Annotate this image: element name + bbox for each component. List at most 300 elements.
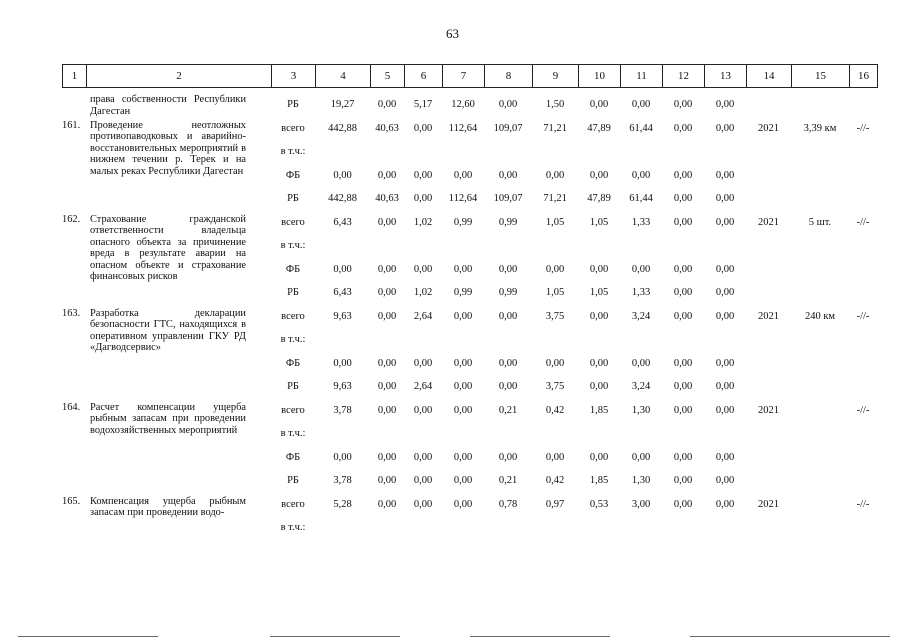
measure-name: Расчет компенсации ущерба рыбным запасам при проведении водохозяйственных мероприятий bbox=[90, 401, 246, 436]
value-cell bbox=[620, 328, 662, 352]
funding-source-label: в т.ч.: bbox=[280, 522, 306, 534]
extra-cell-c15 bbox=[791, 328, 849, 352]
value-cell bbox=[404, 234, 442, 258]
value-cell: 0,00 bbox=[673, 99, 693, 111]
value-cell bbox=[315, 140, 370, 164]
value-cell bbox=[315, 422, 370, 446]
extra-cell-c14 bbox=[746, 516, 791, 540]
value-cell: 0,99 bbox=[453, 287, 473, 299]
value-cell: 0,00 bbox=[673, 169, 693, 181]
value-cell bbox=[662, 422, 704, 446]
value-cell: 0,00 bbox=[673, 498, 693, 510]
value-cell: 6,43 bbox=[333, 216, 352, 228]
extra-cell-c14: 2021 bbox=[758, 310, 779, 322]
extra-cell-c14 bbox=[746, 234, 791, 258]
extra-cell-c16 bbox=[849, 93, 877, 117]
value-cell bbox=[578, 234, 620, 258]
header-col-6: 6 bbox=[405, 65, 443, 88]
extra-cell-c16 bbox=[849, 164, 877, 188]
value-cell: 12,60 bbox=[451, 99, 475, 111]
extra-cell-c15 bbox=[791, 399, 849, 423]
extra-cell-c14: 2021 bbox=[758, 498, 779, 510]
extra-cell-c16 bbox=[849, 187, 877, 211]
header-col-7: 7 bbox=[443, 65, 485, 88]
value-cell: 0,00 bbox=[498, 99, 518, 111]
value-cell: 0,00 bbox=[413, 122, 433, 134]
value-cell: 0,00 bbox=[333, 263, 352, 275]
value-cell: 5,17 bbox=[413, 99, 433, 111]
value-cell: 0,00 bbox=[377, 381, 397, 393]
value-cell: 2,64 bbox=[413, 310, 433, 322]
value-cell: 0,00 bbox=[453, 263, 473, 275]
value-cell: 3,24 bbox=[631, 310, 651, 322]
value-cell: 0,00 bbox=[413, 404, 433, 416]
value-cell bbox=[578, 516, 620, 540]
funding-source-label: в т.ч.: bbox=[280, 240, 306, 252]
extra-cell-c15 bbox=[791, 234, 849, 258]
value-cell bbox=[620, 140, 662, 164]
extra-cell-c16: -//- bbox=[856, 310, 870, 322]
value-cell bbox=[370, 140, 404, 164]
extra-cell-c14 bbox=[746, 469, 791, 493]
extra-cell-c16 bbox=[849, 328, 877, 352]
value-cell bbox=[704, 422, 746, 446]
value-cell bbox=[442, 328, 484, 352]
value-cell: 0,00 bbox=[377, 216, 397, 228]
value-cell: 0,00 bbox=[377, 310, 397, 322]
measure-name: Компенсация ущерба рыбным запасам при проведении водо- bbox=[90, 495, 246, 519]
extra-cell-c15 bbox=[791, 281, 849, 305]
measure-name-cell bbox=[62, 211, 271, 305]
value-cell: 0,00 bbox=[333, 169, 352, 181]
value-cell: 0,00 bbox=[545, 451, 565, 463]
row-number: 164. bbox=[62, 401, 81, 413]
measure-name-cell bbox=[62, 399, 271, 493]
funding-source-label: в т.ч.: bbox=[280, 146, 306, 158]
funding-source-label: РБ bbox=[287, 287, 299, 299]
extra-cell-c15 bbox=[791, 93, 849, 117]
value-cell bbox=[662, 328, 704, 352]
value-cell: 0,00 bbox=[589, 169, 609, 181]
value-cell: 0,00 bbox=[377, 451, 397, 463]
value-cell: 0,00 bbox=[673, 287, 693, 299]
extra-cell-c16 bbox=[849, 140, 877, 164]
value-cell: 0,00 bbox=[673, 404, 693, 416]
value-cell: 1,30 bbox=[631, 404, 651, 416]
value-cell: 0,00 bbox=[453, 404, 473, 416]
table-row bbox=[62, 93, 877, 117]
measure-name: Страхование гражданской ответственности владельца опасного объекта за причинение вреда в результате аварии на опасном объекте и страхование финансовых рисков bbox=[90, 213, 246, 283]
value-cell: 0,00 bbox=[715, 381, 735, 393]
funding-source-label: ФБ bbox=[285, 169, 301, 181]
measure-name-cell bbox=[62, 93, 271, 117]
extra-cell-c14 bbox=[746, 281, 791, 305]
extra-cell-c15 bbox=[791, 469, 849, 493]
value-cell: 0,00 bbox=[673, 216, 693, 228]
value-cell: 3,75 bbox=[545, 310, 565, 322]
value-cell bbox=[704, 234, 746, 258]
value-cell: 0,00 bbox=[377, 357, 397, 369]
value-cell: 3,75 bbox=[545, 381, 565, 393]
funding-source-label: РБ bbox=[287, 99, 299, 111]
extra-cell-c15 bbox=[791, 187, 849, 211]
extra-cell-c15: 240 км bbox=[804, 310, 836, 322]
funding-source-label: всего bbox=[281, 122, 305, 134]
value-cell: 0,00 bbox=[377, 404, 397, 416]
value-cell: 1,05 bbox=[589, 287, 609, 299]
value-cell: 0,00 bbox=[498, 357, 518, 369]
value-cell: 0,00 bbox=[631, 99, 651, 111]
value-cell: 47,89 bbox=[587, 122, 611, 134]
value-cell bbox=[404, 422, 442, 446]
value-cell: 0,00 bbox=[413, 498, 433, 510]
header-col-3: 3 bbox=[272, 65, 316, 88]
header-col-13: 13 bbox=[705, 65, 747, 88]
value-cell: 1,50 bbox=[545, 99, 565, 111]
funding-source-label: РБ bbox=[287, 193, 299, 205]
value-cell: 0,00 bbox=[715, 451, 735, 463]
extra-cell-c16 bbox=[849, 516, 877, 540]
value-cell: 0,00 bbox=[673, 310, 693, 322]
funding-source-label: всего bbox=[281, 310, 305, 322]
value-cell: 1,05 bbox=[545, 216, 565, 228]
header-col-4: 4 bbox=[316, 65, 371, 88]
value-cell: 0,00 bbox=[673, 357, 693, 369]
row-number: 165. bbox=[62, 495, 81, 507]
value-cell: 1,02 bbox=[413, 287, 433, 299]
value-cell bbox=[442, 516, 484, 540]
value-cell: 0,00 bbox=[545, 169, 565, 181]
measure-name-cell bbox=[62, 493, 271, 540]
extra-cell-c15 bbox=[791, 140, 849, 164]
value-cell: 0,00 bbox=[333, 451, 352, 463]
value-cell: 0,00 bbox=[453, 451, 473, 463]
value-cell: 0,00 bbox=[453, 498, 473, 510]
value-cell bbox=[532, 516, 578, 540]
value-cell: 0,99 bbox=[498, 216, 518, 228]
table-row bbox=[62, 305, 877, 329]
extra-cell-c14 bbox=[746, 422, 791, 446]
value-cell: 1,85 bbox=[589, 404, 609, 416]
extra-cell-c14 bbox=[746, 258, 791, 282]
extra-cell-c14 bbox=[746, 446, 791, 470]
value-cell: 61,44 bbox=[629, 122, 653, 134]
value-cell: 61,44 bbox=[629, 193, 653, 205]
extra-cell-c14 bbox=[746, 140, 791, 164]
value-cell: 9,63 bbox=[333, 310, 352, 322]
extra-cell-c14: 2021 bbox=[758, 216, 779, 228]
extra-cell-c16 bbox=[849, 352, 877, 376]
extra-cell-c15 bbox=[791, 446, 849, 470]
value-cell bbox=[662, 234, 704, 258]
extra-cell-c15 bbox=[791, 516, 849, 540]
value-cell bbox=[484, 234, 532, 258]
value-cell bbox=[662, 516, 704, 540]
value-cell bbox=[370, 234, 404, 258]
measure-name-cell bbox=[62, 117, 271, 211]
header-col-15: 15 bbox=[792, 65, 850, 88]
table-row bbox=[62, 211, 877, 235]
header-col-1: 1 bbox=[63, 65, 87, 88]
table-header bbox=[62, 64, 878, 88]
extra-cell-c14: 2021 bbox=[758, 404, 779, 416]
value-cell: 0,00 bbox=[673, 475, 693, 487]
value-cell: 0,21 bbox=[498, 404, 518, 416]
value-cell bbox=[578, 422, 620, 446]
value-cell: 0,00 bbox=[498, 310, 518, 322]
value-cell bbox=[484, 422, 532, 446]
value-cell bbox=[442, 234, 484, 258]
value-cell bbox=[315, 234, 370, 258]
value-cell: 0,00 bbox=[589, 451, 609, 463]
value-cell bbox=[532, 140, 578, 164]
value-cell bbox=[578, 328, 620, 352]
value-cell: 442,88 bbox=[328, 122, 357, 134]
value-cell: 109,07 bbox=[493, 193, 523, 205]
value-cell bbox=[442, 140, 484, 164]
measure-name: Проведение неотложных противопаводковых и аварийно-восстановительных мероприятий в нижнем течении р. Терек и на малых реках Республики Дагестан bbox=[90, 119, 246, 177]
value-cell: 0,78 bbox=[498, 498, 518, 510]
value-cell: 0,00 bbox=[413, 451, 433, 463]
row-number: 161. bbox=[62, 119, 81, 131]
extra-cell-c14 bbox=[746, 93, 791, 117]
value-cell: 0,00 bbox=[377, 169, 397, 181]
extra-cell-c14 bbox=[746, 187, 791, 211]
value-cell: 71,21 bbox=[543, 193, 567, 205]
value-cell: 109,07 bbox=[493, 122, 523, 134]
bottom-rule-right bbox=[690, 636, 890, 637]
value-cell: 0,99 bbox=[498, 287, 518, 299]
extra-cell-c16 bbox=[849, 258, 877, 282]
value-cell: 40,63 bbox=[375, 122, 399, 134]
value-cell: 442,88 bbox=[328, 193, 357, 205]
value-cell: 0,00 bbox=[377, 263, 397, 275]
value-cell: 1,02 bbox=[413, 216, 433, 228]
value-cell: 0,21 bbox=[498, 475, 518, 487]
value-cell: 0,00 bbox=[631, 169, 651, 181]
value-cell: 0,00 bbox=[377, 99, 397, 111]
header-col-2: 2 bbox=[87, 65, 272, 88]
extra-cell-c15: 5 шт. bbox=[808, 216, 832, 228]
funding-source-label: РБ bbox=[287, 381, 299, 393]
value-cell bbox=[315, 516, 370, 540]
value-cell: 0,00 bbox=[715, 122, 735, 134]
value-cell: 0,00 bbox=[453, 475, 473, 487]
value-cell bbox=[442, 422, 484, 446]
value-cell bbox=[404, 328, 442, 352]
funding-source-label: в т.ч.: bbox=[280, 334, 306, 346]
value-cell: 0,42 bbox=[545, 404, 565, 416]
funding-source-label: в т.ч.: bbox=[280, 428, 306, 440]
header-col-5: 5 bbox=[371, 65, 405, 88]
extra-cell-c15: 3,39 км bbox=[803, 122, 837, 134]
extra-cell-c15 bbox=[791, 352, 849, 376]
value-cell: 0,00 bbox=[715, 404, 735, 416]
extra-cell-c15 bbox=[791, 375, 849, 399]
value-cell: 1,33 bbox=[631, 216, 651, 228]
value-cell bbox=[484, 516, 532, 540]
extra-cell-c16: -//- bbox=[856, 122, 870, 134]
table-row bbox=[62, 493, 877, 517]
value-cell: 0,00 bbox=[673, 122, 693, 134]
page-number: 63 bbox=[446, 26, 459, 41]
value-cell: 0,00 bbox=[333, 357, 352, 369]
extra-cell-c16 bbox=[849, 469, 877, 493]
value-cell bbox=[620, 516, 662, 540]
value-cell bbox=[484, 328, 532, 352]
extra-cell-c16 bbox=[849, 281, 877, 305]
data-table bbox=[62, 93, 877, 540]
measure-name: Разработка декларации безопасности ГТС, находящихся в оперативном управлении ГКУ РД «Дагводсервис» bbox=[90, 307, 246, 354]
value-cell: 47,89 bbox=[587, 193, 611, 205]
value-cell: 0,53 bbox=[589, 498, 609, 510]
extra-cell-c15 bbox=[791, 258, 849, 282]
value-cell bbox=[370, 516, 404, 540]
value-cell: 0,00 bbox=[498, 381, 518, 393]
value-cell: 40,63 bbox=[375, 193, 399, 205]
measure-name-cell bbox=[62, 305, 271, 399]
value-cell bbox=[704, 328, 746, 352]
value-cell: 0,97 bbox=[545, 498, 565, 510]
funding-source-label: ФБ bbox=[285, 357, 301, 369]
extra-cell-c14 bbox=[746, 375, 791, 399]
value-cell: 9,63 bbox=[333, 381, 352, 393]
value-cell: 6,43 bbox=[333, 287, 352, 299]
value-cell bbox=[484, 140, 532, 164]
bottom-rule-mid bbox=[270, 636, 400, 637]
measure-name: права собственности Республики Дагестан bbox=[90, 94, 246, 117]
value-cell: 3,78 bbox=[333, 404, 352, 416]
value-cell bbox=[532, 422, 578, 446]
value-cell bbox=[404, 140, 442, 164]
extra-cell-c14 bbox=[746, 164, 791, 188]
value-cell bbox=[620, 234, 662, 258]
value-cell: 1,05 bbox=[545, 287, 565, 299]
value-cell bbox=[315, 328, 370, 352]
funding-source-label: всего bbox=[281, 404, 305, 416]
value-cell: 0,00 bbox=[453, 381, 473, 393]
value-cell: 1,30 bbox=[631, 475, 651, 487]
value-cell: 0,99 bbox=[453, 216, 473, 228]
value-cell bbox=[532, 328, 578, 352]
value-cell bbox=[704, 140, 746, 164]
value-cell: 0,00 bbox=[377, 498, 397, 510]
extra-cell-c15 bbox=[791, 164, 849, 188]
header-col-11: 11 bbox=[621, 65, 663, 88]
value-cell: 0,00 bbox=[413, 169, 433, 181]
value-cell: 0,00 bbox=[545, 263, 565, 275]
value-cell bbox=[662, 140, 704, 164]
bottom-rule-left bbox=[18, 636, 158, 637]
funding-source-label: ФБ bbox=[285, 451, 301, 463]
value-cell: 0,00 bbox=[673, 263, 693, 275]
funding-source-label: РБ bbox=[287, 475, 299, 487]
value-cell: 0,00 bbox=[498, 451, 518, 463]
extra-cell-c16: -//- bbox=[856, 216, 870, 228]
value-cell: 1,05 bbox=[589, 216, 609, 228]
extra-cell-c16 bbox=[849, 375, 877, 399]
value-cell: 0,00 bbox=[453, 169, 473, 181]
value-cell: 0,00 bbox=[715, 99, 735, 111]
value-cell: 0,00 bbox=[715, 475, 735, 487]
value-cell: 0,00 bbox=[377, 475, 397, 487]
funding-source-label: всего bbox=[281, 216, 305, 228]
value-cell: 0,00 bbox=[715, 216, 735, 228]
value-cell: 0,00 bbox=[413, 263, 433, 275]
value-cell: 0,00 bbox=[673, 451, 693, 463]
value-cell: 0,00 bbox=[673, 193, 693, 205]
header-col-8: 8 bbox=[485, 65, 533, 88]
value-cell: 0,00 bbox=[413, 193, 433, 205]
value-cell: 71,21 bbox=[543, 122, 567, 134]
value-cell: 2,64 bbox=[413, 381, 433, 393]
value-cell: 3,78 bbox=[333, 475, 352, 487]
value-cell: 0,00 bbox=[545, 357, 565, 369]
value-cell bbox=[370, 422, 404, 446]
extra-cell-c16 bbox=[849, 422, 877, 446]
value-cell: 1,85 bbox=[589, 475, 609, 487]
value-cell: 3,24 bbox=[631, 381, 651, 393]
value-cell: 0,00 bbox=[631, 263, 651, 275]
value-cell: 0,00 bbox=[498, 263, 518, 275]
value-cell: 0,00 bbox=[377, 287, 397, 299]
value-cell: 112,64 bbox=[448, 193, 478, 205]
value-cell: 0,00 bbox=[453, 310, 473, 322]
header-col-16: 16 bbox=[850, 65, 878, 88]
value-cell: 0,00 bbox=[589, 263, 609, 275]
table-row bbox=[62, 399, 877, 423]
table-row bbox=[62, 117, 877, 141]
value-cell: 3,00 bbox=[631, 498, 651, 510]
value-cell: 0,00 bbox=[715, 310, 735, 322]
row-number: 163. bbox=[62, 307, 81, 319]
value-cell bbox=[370, 328, 404, 352]
value-cell: 0,00 bbox=[631, 357, 651, 369]
value-cell: 19,27 bbox=[330, 99, 355, 111]
funding-source-label: всего bbox=[281, 498, 305, 510]
value-cell: 0,00 bbox=[413, 357, 433, 369]
value-cell: 112,64 bbox=[448, 122, 478, 134]
value-cell: 0,00 bbox=[589, 381, 609, 393]
header-col-14: 14 bbox=[747, 65, 792, 88]
extra-cell-c14: 2021 bbox=[758, 122, 779, 134]
value-cell: 0,00 bbox=[631, 451, 651, 463]
value-cell bbox=[404, 516, 442, 540]
value-cell: 0,00 bbox=[715, 193, 735, 205]
row-number: 162. bbox=[62, 213, 81, 225]
header-col-9: 9 bbox=[533, 65, 579, 88]
value-cell: 0,00 bbox=[715, 287, 735, 299]
value-cell bbox=[578, 140, 620, 164]
value-cell: 1,33 bbox=[631, 287, 651, 299]
value-cell: 0,00 bbox=[498, 169, 518, 181]
value-cell: 5,28 bbox=[333, 498, 352, 510]
value-cell: 0,00 bbox=[589, 357, 609, 369]
extra-cell-c15 bbox=[791, 493, 849, 517]
extra-cell-c16 bbox=[849, 446, 877, 470]
value-cell bbox=[532, 234, 578, 258]
extra-cell-c16: -//- bbox=[856, 498, 870, 510]
header-col-12: 12 bbox=[663, 65, 705, 88]
value-cell bbox=[620, 422, 662, 446]
extra-cell-c16 bbox=[849, 234, 877, 258]
value-cell: 0,00 bbox=[589, 310, 609, 322]
extra-cell-c15 bbox=[791, 422, 849, 446]
bottom-rule-mid2 bbox=[470, 636, 610, 637]
value-cell: 0,42 bbox=[545, 475, 565, 487]
value-cell: 0,00 bbox=[453, 357, 473, 369]
extra-cell-c14 bbox=[746, 328, 791, 352]
